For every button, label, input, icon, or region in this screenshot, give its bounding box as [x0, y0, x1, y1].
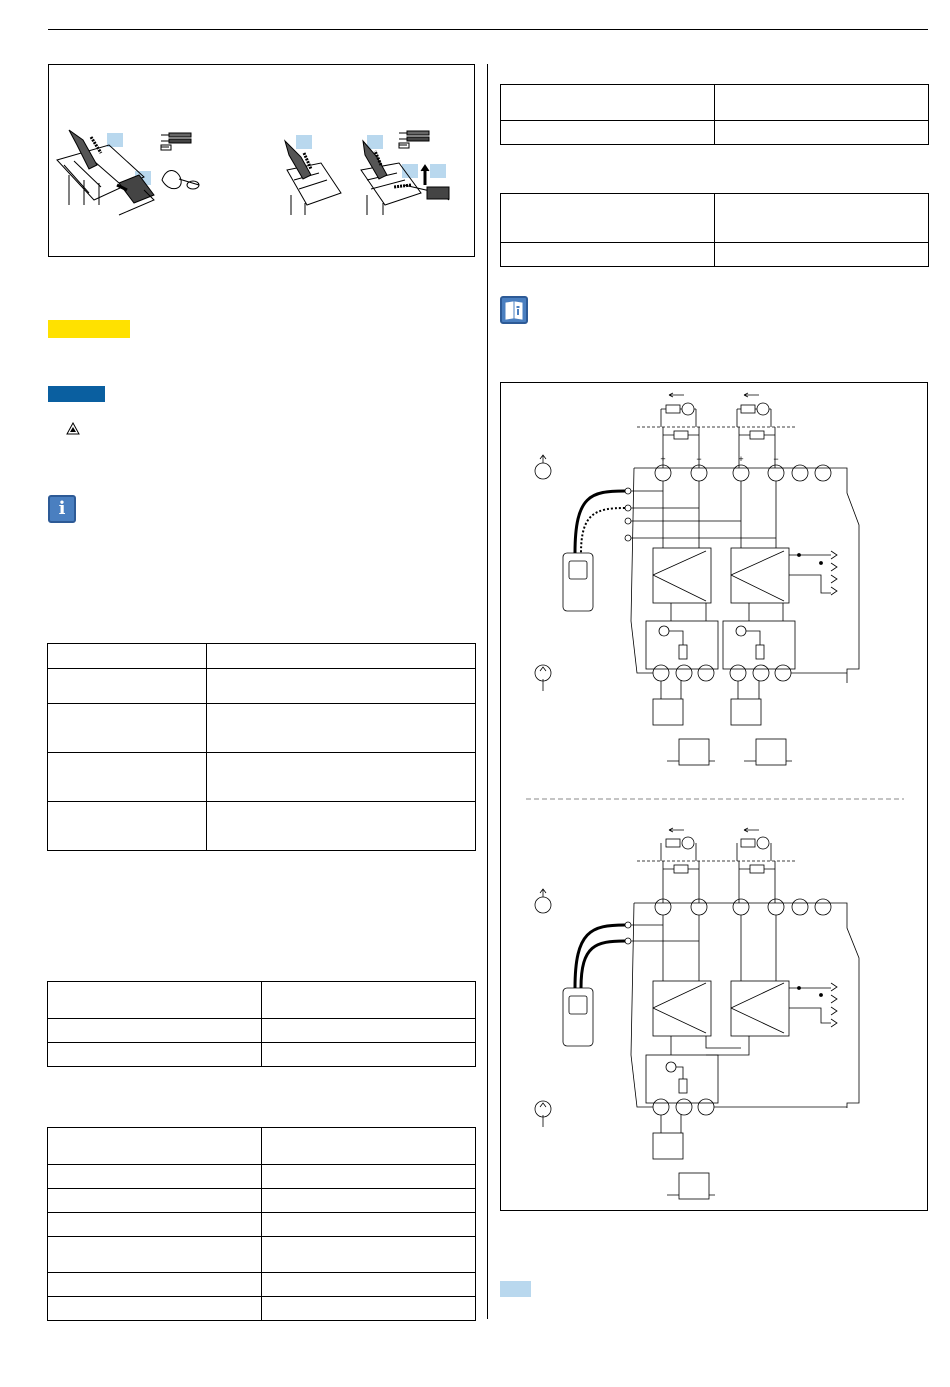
step-badge-6	[430, 164, 446, 178]
screwdriver-icon	[162, 171, 199, 189]
table-3	[47, 1127, 476, 1321]
table-row	[48, 753, 476, 802]
wire-bundle-icon-1	[161, 133, 191, 150]
table-row	[501, 85, 929, 121]
column-divider	[487, 64, 488, 1319]
esd-warning-icon	[66, 422, 80, 435]
table-row	[501, 121, 929, 145]
installation-figure	[48, 64, 475, 257]
reference-book-icon	[500, 296, 528, 324]
table-row	[48, 1189, 476, 1213]
info-icon: i	[48, 495, 76, 523]
terminal-sign: +	[660, 454, 666, 464]
notice-label-bar	[48, 386, 105, 402]
table-row	[48, 644, 476, 669]
installation-steps-illustration	[49, 65, 474, 256]
terminal-sign: +	[738, 454, 744, 464]
table-2	[47, 981, 476, 1067]
header-rule	[48, 29, 928, 30]
table-row	[48, 704, 476, 753]
table-row	[48, 1165, 476, 1189]
table-row	[48, 1128, 476, 1165]
table-row	[48, 802, 476, 851]
table-row	[48, 669, 476, 704]
table-row	[501, 243, 929, 267]
device-sketch-1	[57, 130, 154, 215]
warning-label-bar	[48, 320, 130, 338]
step-badge-4	[367, 135, 383, 149]
table-row	[501, 194, 929, 243]
wiring-diagram-figure	[500, 382, 928, 1211]
table-row	[48, 1237, 476, 1273]
step-badge-3	[296, 135, 312, 149]
table-row	[48, 1213, 476, 1237]
step-badge	[500, 1281, 531, 1297]
table-row	[48, 982, 476, 1019]
terminal-sign: −	[773, 454, 779, 464]
table-row	[48, 1297, 476, 1321]
table-row	[48, 1273, 476, 1297]
table-row	[48, 1043, 476, 1067]
table-5	[500, 193, 929, 267]
table-1	[47, 643, 476, 851]
terminal-sign: −	[696, 454, 702, 464]
wire-bundle-icon-2	[399, 131, 429, 148]
table-row	[48, 1019, 476, 1043]
table-4	[500, 84, 929, 145]
wiring-diagram-svg	[501, 383, 927, 1210]
device-sketch-2	[285, 141, 341, 215]
